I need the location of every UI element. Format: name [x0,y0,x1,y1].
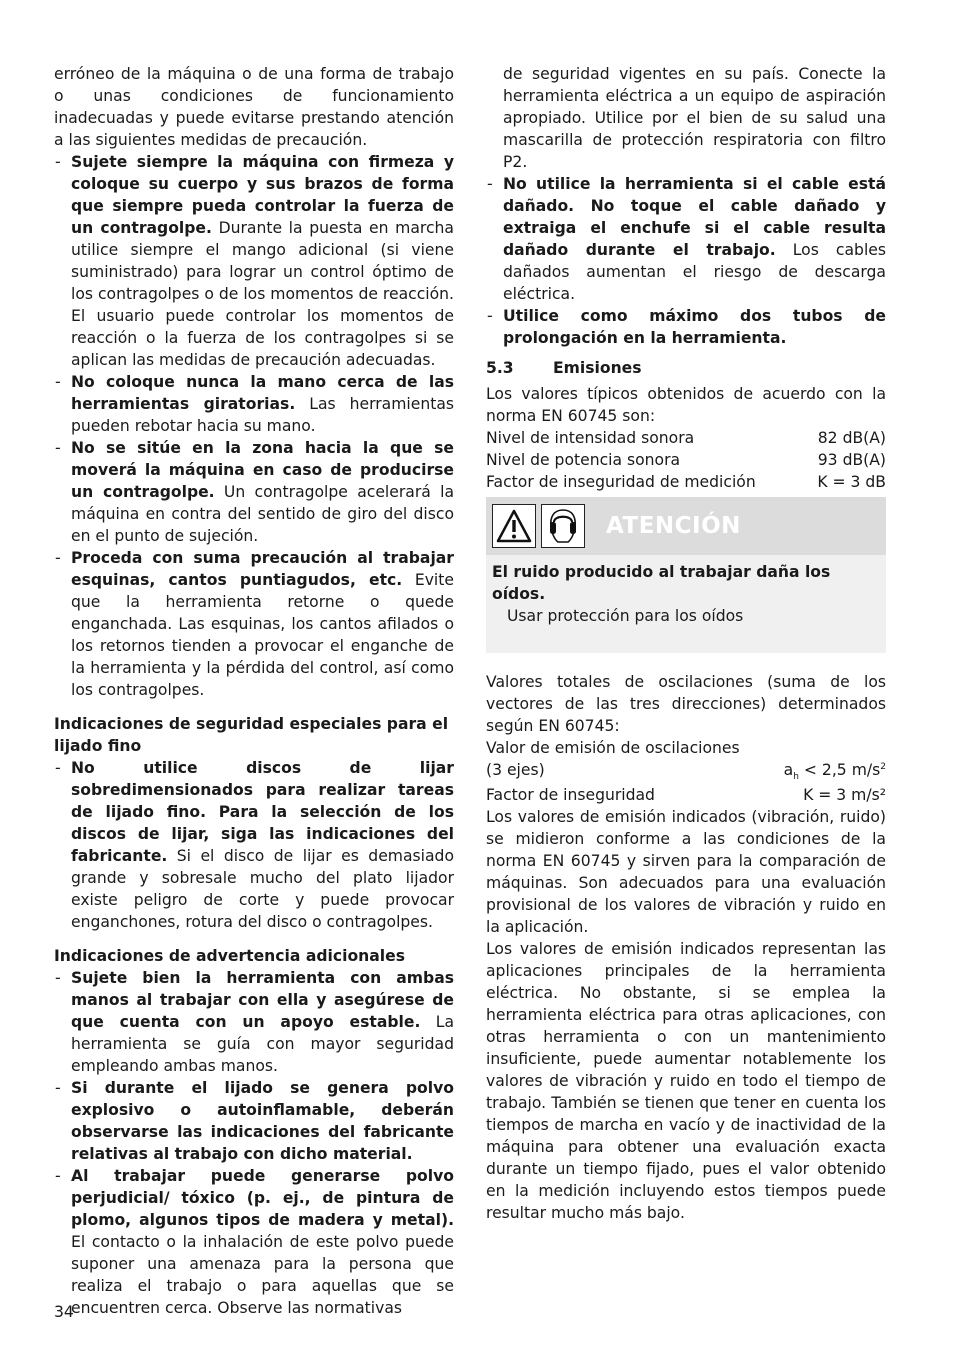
emission-row: Factor de inseguridad de medición K = 3 dB [486,473,886,491]
list-item: - Al trabajar puede generarse polvo perjudicial/ tóxico (p. ej., de pintura de plomo, algunos tipos de madera y metal). El contacto o la inhalación de este polvo puede suponer una amenaza para la persona que realiza el trabajo o para aquellas que se encuentren cerca. Observe las normativas [55,1167,454,1317]
list-item: - Sujete bien la herramienta con ambas manos al trabajar con ella y asegúrese de que cuenta con un apoyo estable. La herramienta se guía con mayor seguridad empleando ambas manos. [55,969,454,1075]
emission-row: Nivel de potencia sonora 93 dB(A) [486,451,886,469]
right-column [486,63,886,1224]
list-item: - Utilice como máximo dos tubos de prolongación en la herramienta. [487,307,886,347]
list-item: - Sujete siempre la máquina con firmeza y coloque su cuerpo y sus brazos de forma que siempre pueda controlar la fuerza de un contragolpe. Durante la puesta en marcha utilice siempre el mango adicional (si viene suministrado) para lograr un control óptimo de los contragolpes o de los momentos de reacción. El usuario puede controlar los momentos de reacción o la fuerza de los contragolpes si se aplican las medidas de precaución adecuadas. [55,153,454,369]
list-item: - No utilice discos de lijar sobredimensionados para realizar tareas de lijado fino. Para la selección de los discos de lijar, siga las indicaciones del fabricante. Si el disco de lijar es demasiado grande y sobresale mucho del plato lijador existe peligro de corte y puede provocar enganchones, rotura del disco o contragolpes. [55,759,454,931]
list-item: - Proceda con suma precaución al trabajar esquinas, cantos puntiagudos, etc. Evite que la herramienta retorne o quede enganchada. Las esquinas, los cantos afilados o los retornos tienden a provocar el enganche de la herramienta y la pérdida del control, así como los contragolpes. [55,549,454,699]
emissions-intro: Los valores típicos obtenidos de acuerdo con la norma EN 60745 son: [486,385,886,425]
warning-triangle-icon [492,504,536,548]
uncertainty-row: Factor de inseguridad K = 3 m/s² [486,786,886,804]
section-number: 5.3 [486,359,514,377]
heading-sanding: Indicaciones de seguridad especiales para el lijado fino [54,715,449,755]
section-title: Emisiones [553,359,642,377]
section-heading [486,357,886,379]
warning-instruction: Usar protección para los oídos [507,607,744,625]
list-item: - No utilice la herramienta si el cable está dañado. No toque el cable dañado y extraiga el enchufe si el cable resulta dañado durante el trabajo. Los cables dañados aumentan el riesgo de descarga eléctrica. [487,175,886,303]
list-item: - No se sitúe en la zona hacia la que se moverá la máquina en caso de producirse un contragolpe. Un contragolpe acelerará la máquina en contra del sentido de giro del disco en el punto de sujeción. [55,439,454,545]
warning-header [486,497,886,555]
vibration-intro: Valores totales de oscilaciones (suma de los vectores de las tres direcciones) determinados según EN 60745: [486,673,886,735]
emission-row: Nivel de intensidad sonora 82 dB(A) [486,429,886,447]
page-number: 34 [54,1303,74,1321]
warning-title: ATENCIÓN [606,513,741,539]
warning-body [486,555,886,653]
emission-paragraph: Los valores de emisión indicados (vibración, ruido) se midieron conforme a las condiciones de la norma EN 60745 y sirven para la comparación de máquinas. Son adecuados para una evaluación provisional de los valores de vibración y ruido en la aplicación. [486,808,886,936]
emission-paragraph: Los valores de emisión indicados representan las aplicaciones principales de la herramienta eléctrica. No obstante, si se emplea la herramienta eléctrica para otras aplicaciones, con otras herramienta o con un mantenimiento insuficiente, puede aumentar notablemente los valores de vibración y ruido en todo el tiempo de trabajo. También se tienen que tener en cuenta los tiempos de marcha en vacío y de inactividad de la máquina para obtener una evaluación exacta durante un tiempo fijado, pues el valor obtenido en la medición incluyendo estos tiempos puede resultar mucho más bajo. [486,940,886,1222]
continuation-paragraph: de seguridad vigentes en su país. Conecte la herramienta eléctrica a un equipo de aspiración apropiado. Utilice por el bien de su salud una mascarilla de protección respiratoria con filtro P2. [503,65,886,171]
intro-paragraph: erróneo de la máquina o de una forma de trabajo o unas condiciones de funcionamiento inadecuadas y puede evitarse prestando atención a las siguientes medidas de precaución. [54,65,454,149]
vibration-label: Valor de emisión de oscilaciones [486,739,740,757]
list-item: - No coloque nunca la mano cerca de las herramientas giratorias. Las herramientas pueden rebotar hacia su mano. [55,373,454,435]
heading-additional: Indicaciones de advertencia adicionales [54,947,405,965]
vibration-value: $a_h < 2,5$ $m/s^2$ [783,761,886,782]
ear-protection-icon [541,504,585,548]
list-item: - Si durante el lijado se genera polvo explosivo o autoinflamable, deberán observarse las indicaciones del fabricante relativas al trabajo con dicho material. [55,1079,454,1163]
warning-box [486,497,886,653]
left-column [54,63,454,1319]
warning-text: El ruido producido al trabajar daña los oídos. [492,563,831,603]
vibration-row: (3 ejes) $a_h < 2,5$ $m/s^2$ [486,761,886,782]
